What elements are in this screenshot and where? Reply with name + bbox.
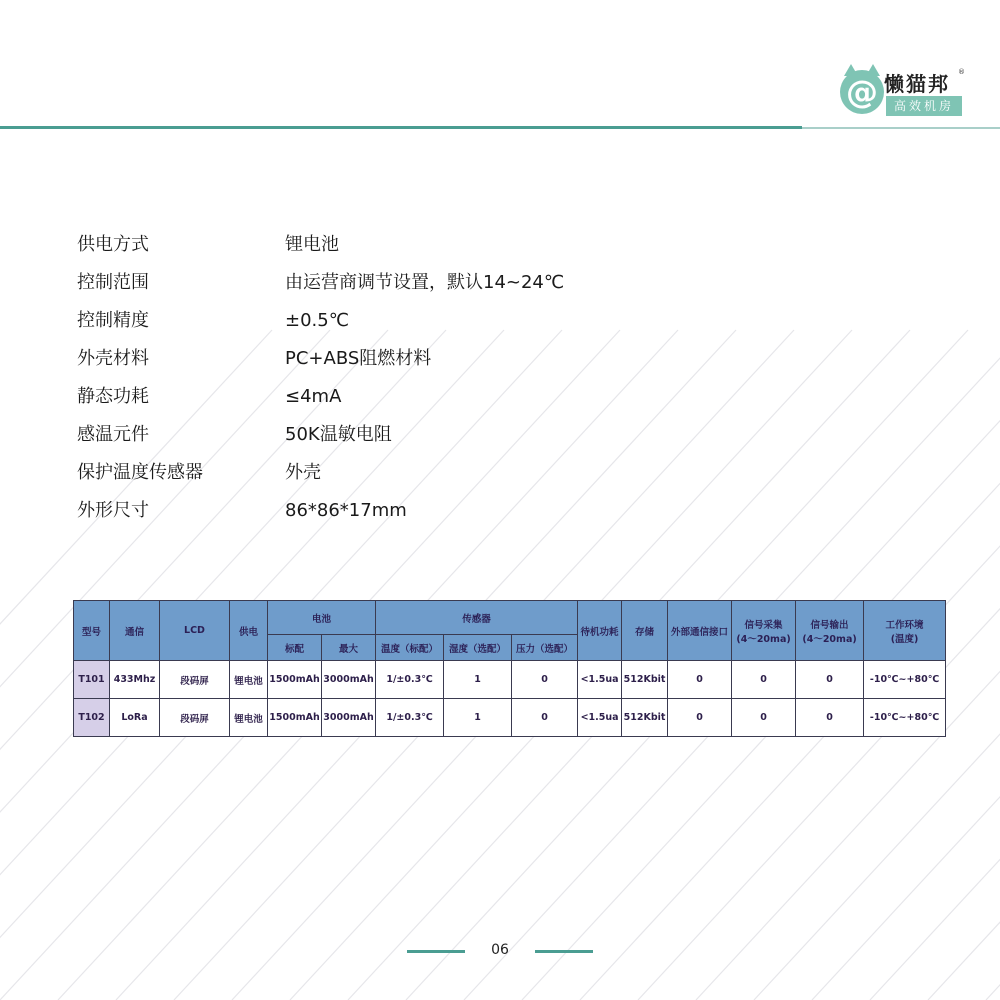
cell-env: -10℃~+80℃ [864,661,946,699]
product-spec-table [73,600,946,737]
cell-comm: 433Mhz [110,661,160,699]
header-sensor: 传感器 [376,601,578,635]
header-storage: 存储 [622,601,668,661]
header-signal-out: 信号输出 (4～20ma) [796,601,864,661]
spec-value: ±0.5℃ [285,310,349,331]
page-number-line-left [407,950,465,953]
header-env: 工作环境 (温度) [864,601,946,661]
spec-row [77,268,677,298]
cell-signal-out: 0 [796,661,864,699]
spec-label: 静态功耗 [77,386,149,407]
header-battery: 电池 [268,601,376,635]
spec-value: 由运营商调节设置，默认14~24℃ [285,272,565,293]
cell-power: 锂电池 [230,699,268,737]
spec-value: 锂电池 [285,234,339,255]
cell-storage: 512Kbit [622,699,668,737]
spec-row [77,496,677,526]
cell-env: -10℃~+80℃ [864,699,946,737]
cell-model: T102 [74,699,110,737]
spec-value: PC+ABS阻燃材料 [285,348,432,369]
cell-battery-max: 3000mAh [322,661,376,699]
spec-label: 外壳材料 [77,348,149,369]
table-row [74,699,946,737]
cell-battery-std: 1500mAh [268,661,322,699]
spec-row [77,306,677,336]
cell-battery-std: 1500mAh [268,699,322,737]
spec-label: 控制精度 [77,310,149,331]
header-divider [0,126,802,129]
spec-label: 感温元件 [77,424,149,445]
logo-name: 懒猫邦 [884,72,950,96]
table-row [74,661,946,699]
spec-row [77,420,677,450]
cell-ext-comm: 0 [668,661,732,699]
spec-value: 86*86*17mm [285,500,407,521]
cat-at-icon: @ [840,70,884,114]
spec-label: 保护温度传感器 [77,462,203,483]
cell-model: T101 [74,661,110,699]
cell-pressure-opt: 0 [512,699,578,737]
registered-mark: ® [958,68,965,76]
cell-temp-std: 1/±0.3℃ [376,699,444,737]
spec-label: 供电方式 [77,234,149,255]
header-model: 型号 [74,601,110,661]
cell-lcd: 段码屏 [160,699,230,737]
header-temp-std: 温度（标配） [376,635,444,661]
spec-row [77,458,677,488]
header-standby: 待机功耗 [578,601,622,661]
header-battery-max: 最大 [322,635,376,661]
spec-row [77,230,677,260]
cell-ext-comm: 0 [668,699,732,737]
spec-value: 外壳 [285,462,321,483]
header-pressure-opt: 压力（选配） [512,635,578,661]
logo-tagline: 高效机房 [886,96,962,116]
cell-standby: <1.5ua [578,661,622,699]
cell-battery-max: 3000mAh [322,699,376,737]
cell-temp-std: 1/±0.3℃ [376,661,444,699]
cell-humidity-opt: 1 [444,661,512,699]
cell-power: 锂电池 [230,661,268,699]
spec-row [77,382,677,412]
cell-lcd: 段码屏 [160,661,230,699]
header-ext-comm: 外部通信接口 [668,601,732,661]
cell-pressure-opt: 0 [512,661,578,699]
spec-label: 外形尺寸 [77,500,149,521]
header-lcd: LCD [160,601,230,661]
cell-standby: <1.5ua [578,699,622,737]
header-divider-light [802,127,1000,129]
spec-label: 控制范围 [77,272,149,293]
spec-value: 50K温敏电阻 [285,424,392,445]
cell-storage: 512Kbit [622,661,668,699]
header-power: 供电 [230,601,268,661]
spec-row [77,344,677,374]
cell-signal-out: 0 [796,699,864,737]
spec-value: ≤4mA [285,386,342,407]
page-number-line-right [535,950,593,953]
header-humidity-opt: 湿度（选配） [444,635,512,661]
brand-logo [840,68,970,120]
page-number: 06 [491,942,509,958]
cell-signal-in: 0 [732,699,796,737]
background-line [986,330,1000,1000]
header-battery-std: 标配 [268,635,322,661]
cell-humidity-opt: 1 [444,699,512,737]
header-signal-in: 信号采集 (4～20ma) [732,601,796,661]
cell-signal-in: 0 [732,661,796,699]
header-comm: 通信 [110,601,160,661]
cell-comm: LoRa [110,699,160,737]
